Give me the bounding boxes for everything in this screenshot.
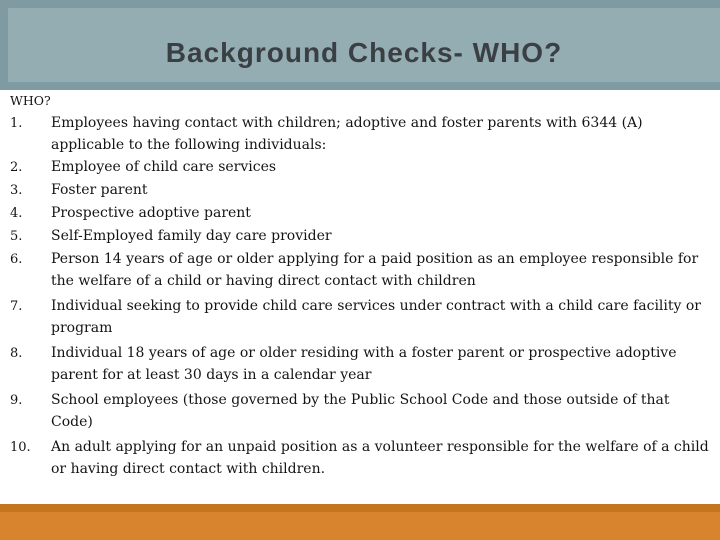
- list-item: [10, 202, 715, 225]
- list-item: [10, 436, 715, 480]
- item-number: 7.: [10, 299, 23, 314]
- list-item: [10, 295, 715, 339]
- item-number: 8.: [10, 346, 23, 361]
- footer-bar: [0, 504, 720, 540]
- item-text: Employee of child care services: [51, 159, 277, 175]
- footer-band: [0, 504, 720, 512]
- list-item: [10, 112, 715, 156]
- item-text: Individual 18 years of age or older residing with a foster parent or prospective adoptive parent for at least 30 days in a calendar year: [51, 345, 677, 383]
- list-item: [10, 156, 715, 179]
- item-text: An adult applying for an unpaid position as a volunteer responsible for the welfare of a child or having direct contact with children.: [51, 439, 709, 477]
- item-text: Employees having contact with children; adoptive and foster parents with 6344 (A) applicable to the following individuals:: [51, 115, 643, 153]
- list-item: [10, 248, 715, 292]
- item-number: 2.: [10, 160, 23, 175]
- item-number: 10.: [10, 440, 31, 455]
- item-text: Foster parent: [51, 182, 148, 198]
- item-number: 1.: [10, 116, 23, 131]
- item-number: 5.: [10, 229, 23, 244]
- list-item: [10, 225, 715, 248]
- criteria-list: [10, 112, 715, 480]
- item-number: 9.: [10, 393, 23, 408]
- item-number: 6.: [10, 252, 23, 267]
- list-item: [10, 389, 715, 433]
- item-number: 4.: [10, 206, 23, 221]
- item-text: Self-Employed family day care provider: [51, 228, 332, 244]
- header-bar: [0, 0, 720, 90]
- header-panel: [8, 8, 720, 82]
- section-heading: WHO?: [10, 93, 51, 108]
- item-text: Prospective adoptive parent: [51, 205, 251, 221]
- item-text: School employees (those governed by the Public School Code and those outside of that Code): [51, 392, 670, 430]
- item-number: 3.: [10, 183, 23, 198]
- list-item: [10, 179, 715, 202]
- list-item: [10, 342, 715, 386]
- item-text: Individual seeking to provide child care services under contract with a child care facility or program: [51, 298, 701, 336]
- page-title: Background Checks- WHO?: [165, 37, 563, 68]
- item-text: Person 14 years of age or older applying for a paid position as an employee responsible for the welfare of a child or having direct contact with children: [51, 251, 699, 289]
- slide-content: [10, 90, 715, 480]
